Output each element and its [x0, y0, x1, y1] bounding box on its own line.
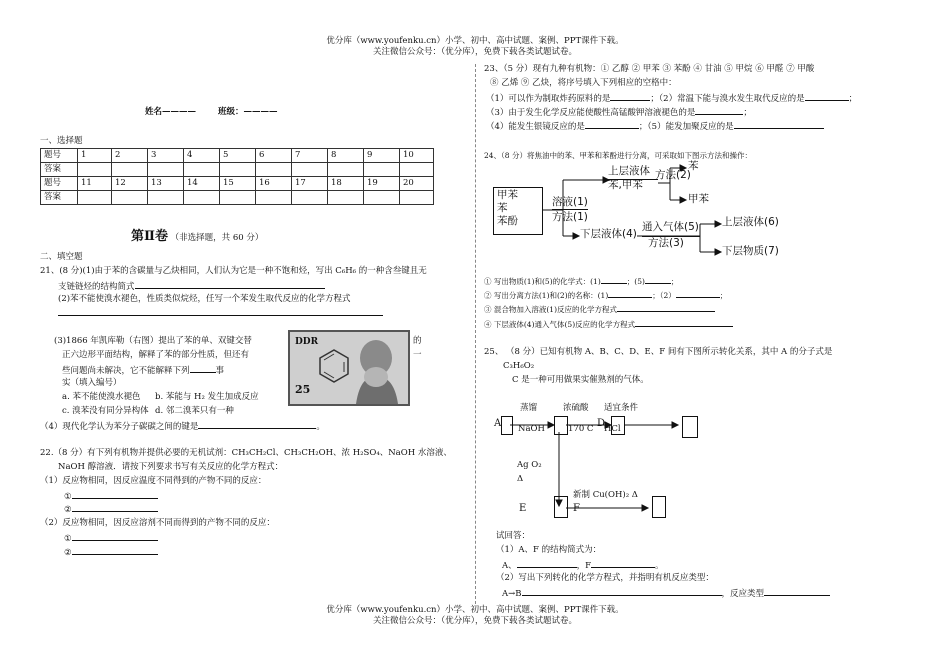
q21-p3-a-end: 的 [413, 336, 422, 346]
q21-p3-a: (3)1866 年凯库勒（右图）提出了苯的单、双键交替 [54, 336, 252, 346]
q23-line2: ⑧ 乙烯 ⑨ 乙炔，将序号填入下列相应的空格中： [490, 78, 677, 88]
q21-option-a: a. 苯不能使溴水褪色 [62, 392, 141, 402]
q22-sub2: （2）反应物相同，因反应溶剂不同而得到的产物不同的反应： [40, 518, 275, 528]
answer-blank[interactable] [764, 587, 830, 596]
q25-q1-answers: A、 ，F 。 [502, 561, 664, 571]
suitable-condition-label: 适宜条件 [604, 403, 639, 413]
name-label: 姓名———— [145, 107, 197, 117]
table-header-cell: 答案 [41, 163, 78, 177]
table-header-cell: 答案 [41, 191, 78, 205]
mixture-label: 甲苯 苯 苯酚 [497, 189, 518, 227]
temp-170-label: 170 C [568, 424, 594, 434]
q25-line3: C 是一种可用做果实催熟剂的气体。 [512, 375, 649, 385]
q23-line1: 23、（5 分）现有九种有机物：① 乙醇 ② 甲苯 ③ 苯酚 ④ 甘油 ⑤ 甲烷 ⑥ 甲醛 ⑦ 甲酸 [484, 64, 815, 74]
q21-line1: 21、(8 分)(1)由于苯的含碳量与乙炔相同，人们认为它是一种不饱和烃，写出 C₆H₆ 的一种含叁键且无 [40, 266, 427, 276]
circle-number: ② [64, 548, 72, 558]
q21-p3-b-end: 一 [413, 350, 422, 360]
table-cell: 1 [78, 149, 112, 163]
method3-label: 方法(3) [648, 237, 684, 249]
q24-a2c: ； [719, 291, 728, 300]
circle-number: ② [64, 505, 72, 515]
table-cell: 15 [220, 177, 256, 191]
q25-q2: （2）写出下列转化的化学方程式，并指明有机反应类型： [496, 573, 714, 583]
q24-a1-text: ① 写出物质(1)和(5)的化学式：(1) [484, 277, 601, 286]
table-cell: 18 [328, 177, 364, 191]
q23-l3c: ； [848, 94, 858, 104]
q23-l3a: （1）可以作为制取炸药原料的是 [486, 94, 611, 104]
q22-sub1: （1）反应物相同，因反应温度不同得到的产物不同的反应： [40, 476, 267, 486]
conc-sulfuric-label: 浓硫酸 [563, 403, 589, 413]
table-cell: 4 [184, 149, 220, 163]
upper-liquid-label: 上层液体 [608, 165, 650, 177]
q23-line4: （3）由于发生化学反应能使酸性高锰酸钾溶液褪色的是 ； [486, 108, 752, 118]
q21-p3-d: 实（填入编号） [62, 378, 122, 388]
q24-line1: 24、（8 分）将焦油中的苯、甲苯和苯酚进行分离，可采取如下图示方法和操作： [484, 151, 752, 160]
table-cell: 19 [364, 177, 400, 191]
q21-p3-b: 正六边形平面结构，解释了苯的部分性质，但还有 [62, 350, 250, 360]
table-cell: 12 [112, 177, 148, 191]
class-label: 班级：———— [218, 107, 278, 117]
part2-subtitle: （非选择题，共 60 分） [170, 233, 264, 243]
q21-p4: （4）现代化学认为苯分子碳碳之间的键是 。 [40, 422, 325, 432]
distill-label: 蒸馏 [520, 403, 538, 413]
q24-a1c: ； [670, 277, 679, 286]
table-header-cell: 题号 [41, 149, 78, 163]
q25-ask: 试回答： [496, 531, 531, 541]
table-cell: 8 [328, 149, 364, 163]
table-cell: 20 [400, 177, 434, 191]
q24-a1b: ；(5) [626, 277, 645, 286]
part2-heading: 二、填空题 [40, 252, 83, 262]
heat-label: Δ [517, 474, 524, 484]
table-cell: 3 [148, 149, 184, 163]
box-e [554, 496, 568, 518]
compound-a: A [494, 418, 502, 429]
q25-line2: C₃H₆O₂ [503, 361, 535, 371]
table-cell: 13 [148, 177, 184, 191]
part2-title: 第Ⅱ卷 [131, 229, 168, 244]
box-a [501, 416, 513, 435]
table-cell: 10 [400, 149, 434, 163]
method1-label: 方法(1) [552, 211, 588, 223]
footer-line-1: 优分库（www.youfenku.cn）小学、初中、高中试题、案例、PPT课件下载。 [326, 605, 624, 615]
q25-q2b: ，反应类型 [721, 589, 765, 599]
q25-q1: （1）A、F 的结构简式为： [496, 545, 602, 555]
lower-substance-7-label: 下层物质(7) [722, 245, 779, 257]
circle-number: ① [64, 534, 72, 544]
upper-liquid-6-label: 上层液体(6) [722, 216, 779, 228]
q25-q2a: A→B [502, 589, 522, 599]
table-cell: 16 [256, 177, 292, 191]
benzene-label: 苯 [688, 160, 699, 172]
box-final [682, 416, 698, 438]
header-line-2: 关注微信公众号：（优分库），免费下载各类试题试卷。 [372, 47, 577, 57]
upper-liquid-content: 苯,甲苯 [608, 179, 643, 191]
reagent-label: 溶液(1) [552, 196, 588, 208]
table-cell: 2 [112, 149, 148, 163]
table-cell: 14 [184, 177, 220, 191]
footer-line-2: 关注微信公众号：（优分库），免费下载各类试题试卷。 [372, 616, 577, 626]
stamp-country: DDR [295, 337, 319, 347]
q21-line2-text: 支链链烃的结构简式 [58, 282, 135, 292]
compound-e: E [519, 503, 527, 514]
q21-line3: (2)苯不能使溴水褪色，性质类似烷烃，任写一个苯发生取代反应的化学方程式 [58, 294, 351, 304]
q21-option-d: d. 邻二溴苯只有一种 [155, 406, 234, 416]
compound-d: D [597, 418, 606, 429]
ag-o2-label: Ag O₂ [517, 460, 542, 470]
lower-liquid-label: 下层液体(4) [580, 228, 637, 240]
answer-blank[interactable] [591, 559, 655, 568]
fresh-cuoh2-label: 新制 Cu(OH)₂ Δ [573, 490, 638, 500]
q25-q1b: ，F [576, 561, 592, 571]
table-cell: 6 [256, 149, 292, 163]
q24-a2-text: ② 写出分离方法(1)和(2)的名称：(1) [484, 291, 609, 300]
answer-blank[interactable] [517, 559, 577, 568]
q22-line2: NaOH 醇溶液．请按下列要求书写有关反应的化学方程式： [58, 462, 284, 472]
q25-line1: 25、 （8 分）已知有机物 A、B、C、D、E、F 间有下图所示转化关系，其中 A 的分子式是 [484, 347, 833, 357]
method2-label: 方法(2) [655, 169, 691, 181]
q21-p3-c-text: 些问题尚未解决，它不能解释下列 [62, 366, 190, 376]
table-cell: 11 [78, 177, 112, 191]
q23-l4: （3）由于发生化学反应能使酸性高锰酸钾溶液褪色的是 [486, 108, 696, 118]
table-header-cell: 题号 [41, 177, 78, 191]
q24-a3-text: ③ 混合物加入溶液(1)反应的化学方程式 [484, 305, 618, 314]
q22-line1: 22.（8 分）有下列有机物并提供必要的无机试剂：CH₃CH₂Cl、CH₃CH₂OH、浓 H₂SO₄、NaOH 水溶液、 [40, 448, 452, 458]
compound-f: F [573, 503, 580, 514]
stamp-value: 25 [295, 383, 311, 396]
table-cell: 17 [292, 177, 328, 191]
header-line-1: 优分库（www.youfenku.cn）小学、初中、高中试题、案例、PPT课件下载。 [326, 36, 624, 46]
box-f [652, 496, 666, 518]
answer-blank[interactable] [522, 587, 722, 596]
gas-label: 通入气体(5) [642, 221, 699, 233]
q21-p3-c-end: 事 [215, 366, 225, 376]
hcl-label: HCl [604, 424, 621, 434]
circle-number: ① [64, 492, 72, 502]
table-cell: 9 [364, 149, 400, 163]
q24-a4-text: ④ 下层液体(4)通入气体(5)反应的化学方程式 [484, 320, 636, 329]
naoh-label: NaOH [518, 424, 545, 434]
q25-q1a: A、 [502, 561, 517, 571]
q23-l5b: ；（5）能发加聚反应的是 [638, 122, 734, 132]
table-cell: 7 [292, 149, 328, 163]
q21-option-b: b. 苯能与 H₂ 发生加成反应 [155, 392, 259, 402]
box-c [554, 416, 568, 435]
q21-option-c: c. 溴苯没有同分异构体 [62, 406, 149, 416]
q23-l3b: ；（2）常温下能与溴水发生取代反应的是 [650, 94, 805, 104]
q21-p4-text: （4）现代化学认为苯分子碳碳之间的键是 [40, 422, 199, 432]
part1-heading: 一、选择题 [40, 136, 83, 146]
toluene-label: 甲苯 [688, 193, 709, 205]
q23-l5a: （4）能发生银镜反应的是 [486, 122, 585, 132]
q25-q2-answers [502, 587, 830, 600]
table-cell: 5 [220, 149, 256, 163]
q24-a2b: ；（2） [652, 291, 676, 300]
